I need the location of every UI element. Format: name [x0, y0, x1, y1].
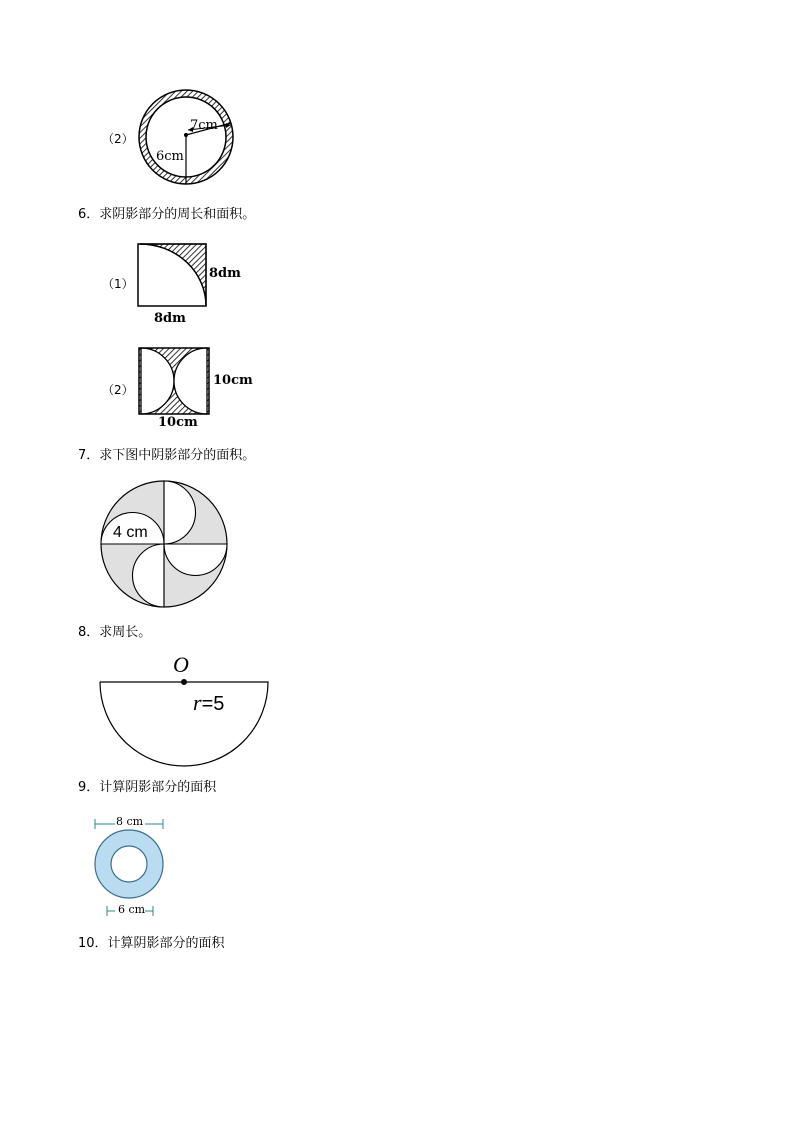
p6-part2-label: （2） — [102, 383, 134, 397]
p9-outer-dim-label: 8 cm — [116, 815, 144, 828]
p5-dim-outer-label: 7cm — [190, 118, 218, 133]
p6-part2-bottom-label: 10cm — [158, 415, 198, 430]
p10-title: 10．计算阴影部分的面积 — [78, 936, 225, 951]
p5-part2-label: （2） — [102, 132, 134, 146]
p5-dim-inner-label: 6cm — [156, 149, 184, 164]
p8-radius-var: r — [193, 690, 202, 715]
p7-dim-label: 4 cm — [113, 524, 148, 541]
p7-title: 7．求下图中阴影部分的面积。 — [78, 448, 256, 463]
p9-inner-circle — [111, 846, 147, 882]
p8-radius-label — [193, 690, 224, 716]
p6-part2-side-label: 10cm — [213, 373, 253, 388]
p9-inner-dim-label: 6 cm — [118, 903, 146, 916]
p8-center-dot — [181, 679, 187, 685]
p5-ring-figure — [135, 86, 237, 188]
p8-center-label: O — [173, 652, 189, 677]
p6-part1-side-label: 8dm — [209, 266, 241, 281]
p7-figure — [98, 478, 230, 610]
p6-part1-label: （1） — [102, 277, 134, 291]
p6-part1-shaded-corner — [140, 244, 206, 306]
p6-part1-figure — [136, 242, 208, 308]
p8-figure — [98, 680, 270, 768]
p8-title: 8．求周长。 — [78, 625, 152, 640]
p6-part1-bottom-label: 8dm — [154, 311, 186, 326]
p8-radius-eq: =5 — [201, 693, 225, 715]
p6-title: 6．求阴影部分的周长和面积。 — [78, 207, 256, 222]
p6-part2-figure — [137, 346, 211, 416]
p9-title: 9．计算阴影部分的面积 — [78, 780, 217, 795]
p8-semicircle — [100, 682, 268, 766]
